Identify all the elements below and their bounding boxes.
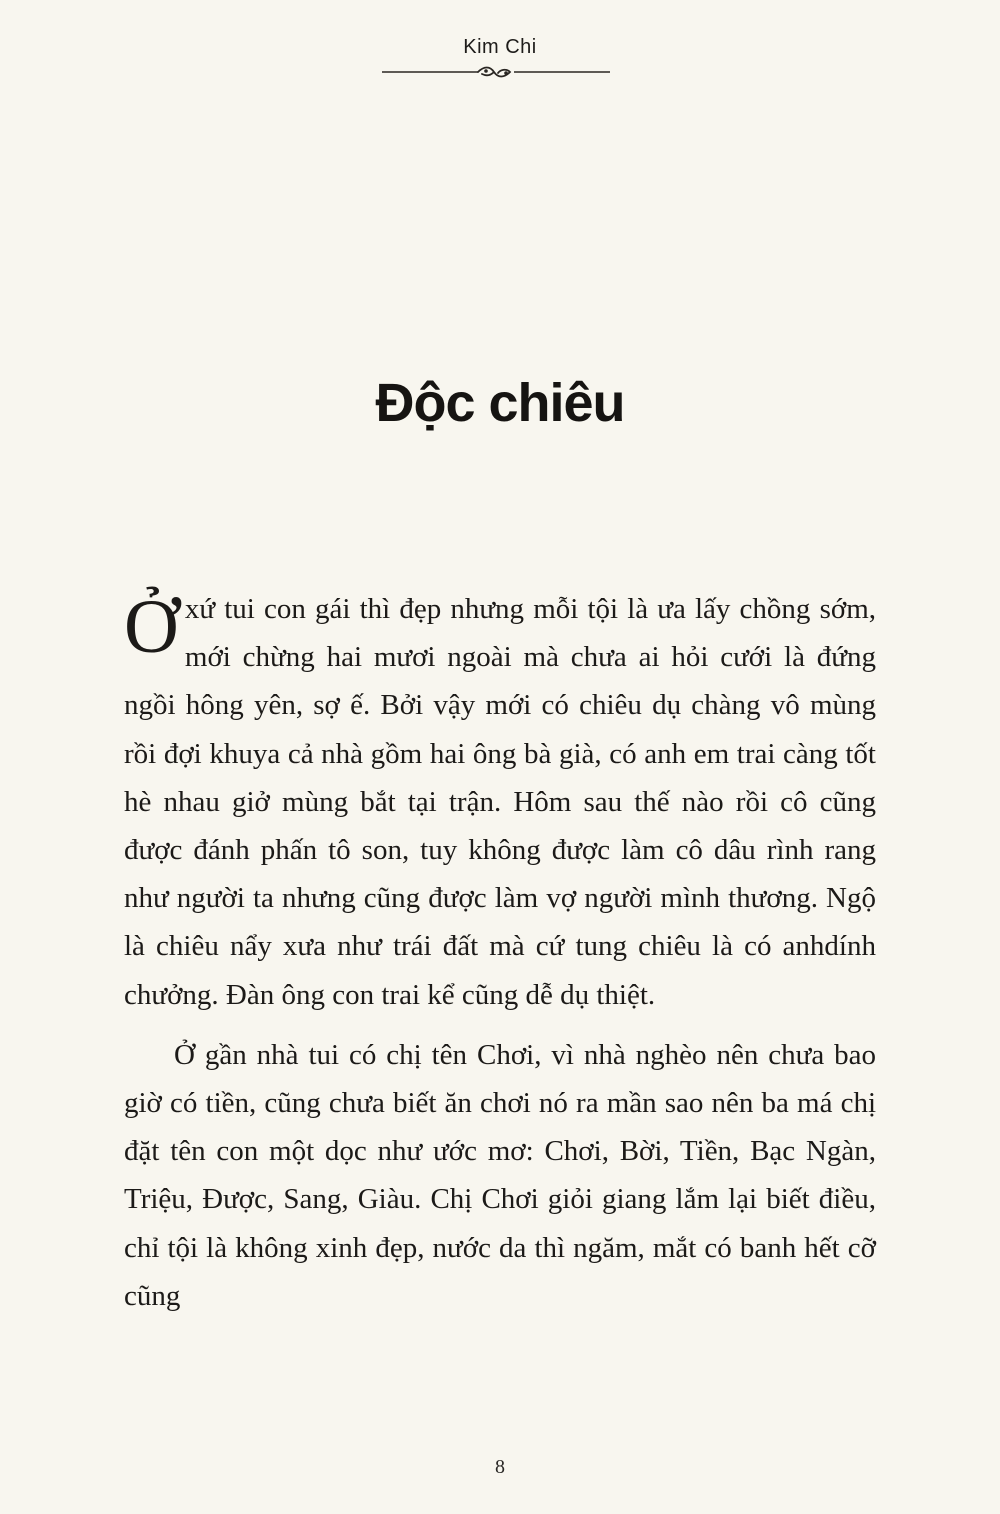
paragraph-2: Ở gần nhà tui có chị tên Chơi, vì nhà nghèo nên chưa bao giờ có tiền, cũng chưa biết ăn chơi nó ra mần sao nên ba má chị đặt tên con một dọc như ước mơ: Chơi, Bời, Tiền, Bạc Ngàn, Triệu, Được, Sang, Giàu. Chị Chơi giỏi giang lắm lại biết điều, chỉ tội là không xinh đẹp, nước da thì ngăm, mắt có banh hết cỡ cũng	[124, 1038, 876, 1312]
running-header-author: Kim Chi	[463, 36, 537, 58]
paragraph-1	[124, 585, 876, 1019]
drop-cap-letter: Ở	[124, 585, 179, 669]
chapter-title: Độc chiêu	[375, 373, 625, 433]
page-number: 8	[495, 1456, 505, 1478]
header-ornament-divider	[382, 62, 610, 84]
paragraph-1-text: xứ tui con gái thì đẹp nhưng mỗi tội là ưa lấy chồng sớm, mới chừng hai mươi ngoài mà chưa ai hỏi cưới là đứng ngồi hông yên, sợ ế. Bởi vậy mới có chiêu dụ chàng vô mùng rồi đợi khuya cả nhà gồm hai ông bà già, có anh em trai càng tốt hè nhau giở mùng bắt tại trận. Hôm sau thế nào rồi cô cũng được đánh phấn tô son, tuy không được làm cô dâu rình rang như người ta nhưng cũng được làm vợ người mình thương. Ngộ là chiêu nẩy xưa như trái đất mà cứ tung chiêu là có anhdính chưởng. Đàn ông con trai kể cũng dễ dụ thiệt.	[124, 593, 876, 1011]
chapter-body	[124, 585, 876, 1320]
